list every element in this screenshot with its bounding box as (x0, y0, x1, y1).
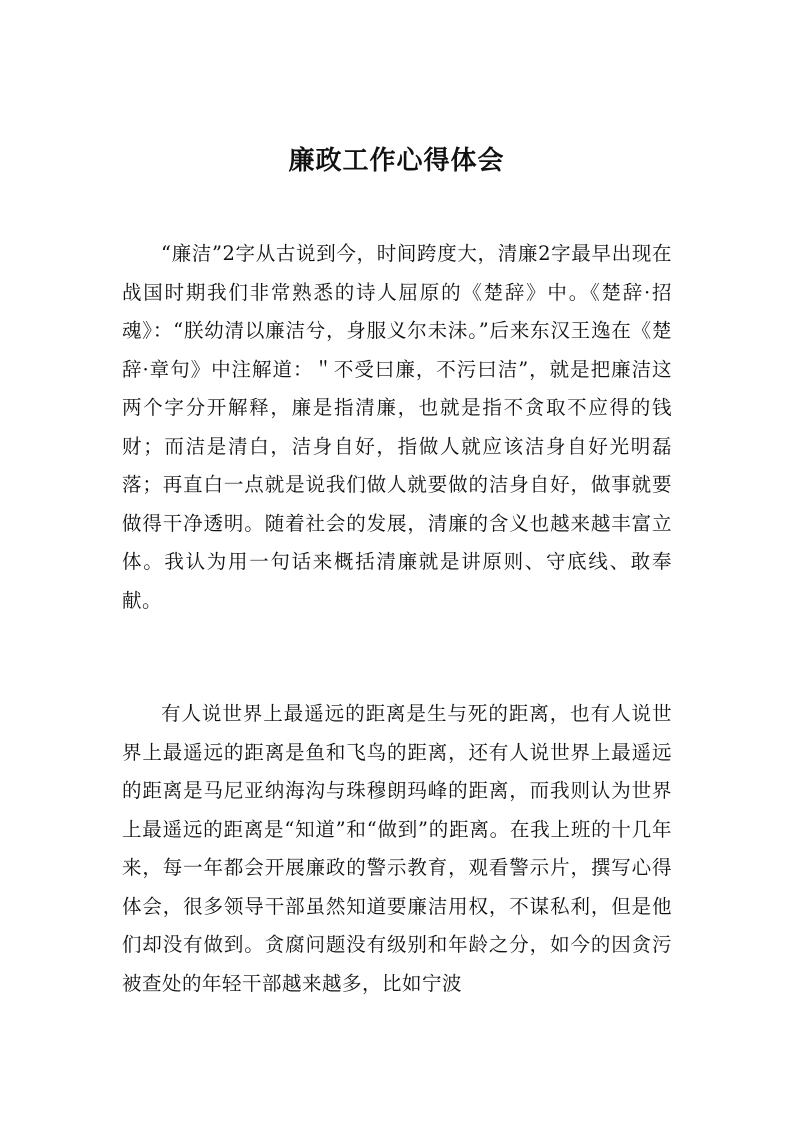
paragraph-1: “廉洁”2字从古说到今，时间跨度大，清廉2字最早出现在战国时期我们非常熟悉的诗人屈原的《楚辞》中。《楚辞·招魂》：“朕幼清以廉洁兮，身服义尔未沬。”后来东汉王逸在《楚辞·章句》中注解道：＂不受曰廉，不污曰洁”，就是把廉洁这两个字分开解释，廉是指清廉，也就是指不贪取不应得的钱财；而洁是清白，洁身自好，指做人就应该洁身自好光明磊落；再直白一点就是说我们做人就要做的洁身自好，做事就要做得干净透明。随着社会的发展，清廉的含义也越来越丰富立体。我认为用一句话来概括清廉就是讲原则、守底线、敢奉献。 (122, 242, 672, 612)
page-title: 廉政工作心得体会 (288, 146, 505, 177)
paragraph-2: 有人说世界上最遥远的距离是生与死的距离，也有人说世界上最遥远的距离是鱼和飞鸟的距离，还有人说世界上最遥远的距离是马尼亚纳海沟与珠穆朗玛峰的距离，而我则认为世界上最遥远的距离是“知道”和“做到”的距离。在我上班的十几年来，每一年都会开展廉政的警示教育，观看警示片，撰写心得体会，很多领导干部虽然知道要廉洁用权，不谋私利，但是他们却没有做到。贪腐问题没有级别和年龄之分，如今的因贪污被查处的年轻干部越来越多，比如宁波 (122, 702, 672, 995)
